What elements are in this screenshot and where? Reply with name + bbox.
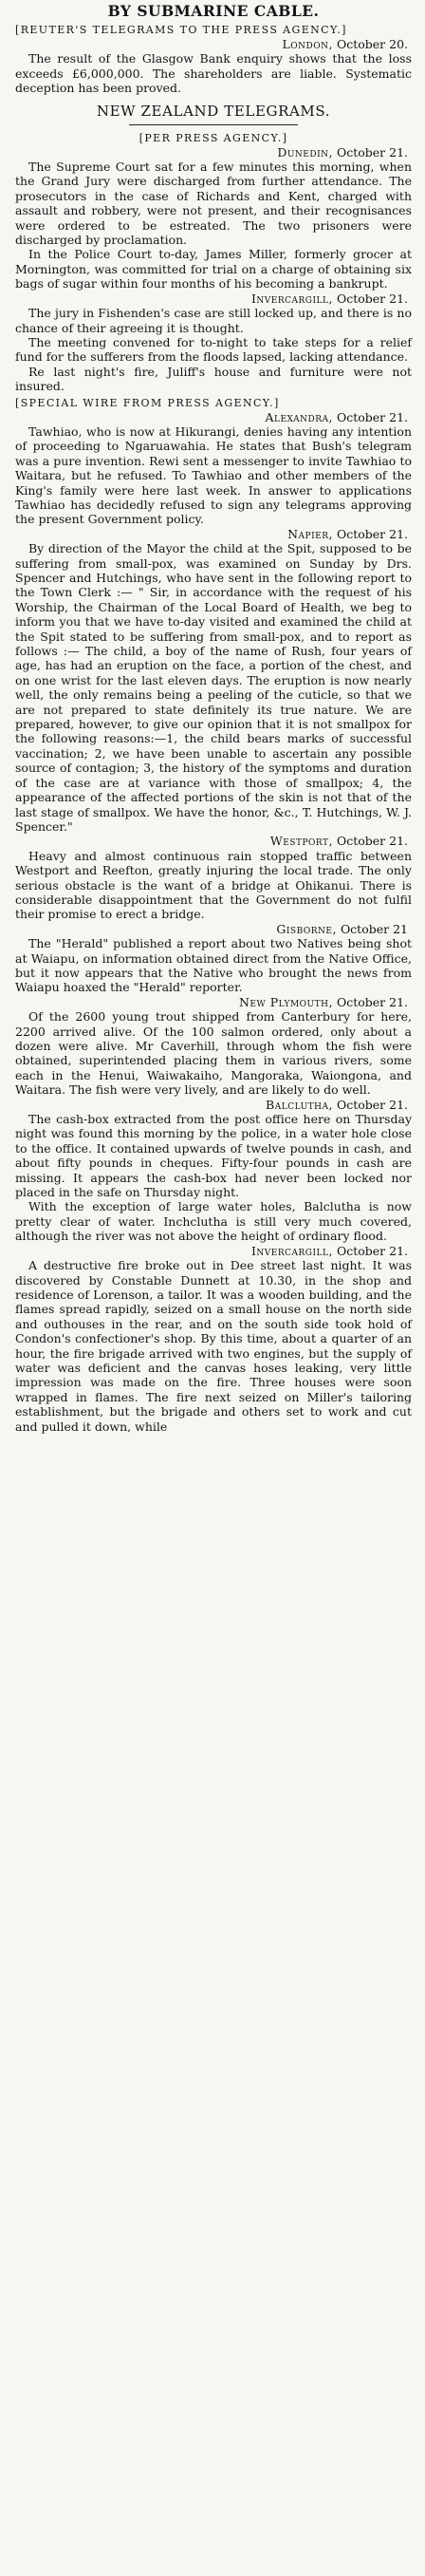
dateline-place: Alexandra,: [265, 409, 333, 424]
dateline-date: October 21.: [336, 834, 408, 849]
reuters-dateline: [15, 37, 412, 51]
dateline-date: October 21.: [336, 994, 408, 1009]
story-dunedin: [15, 145, 412, 291]
story-paragraph: The cash-box extracted from the post office here on Thursday night was found this morning by the police, in a water hole close to the office. It contained upwards of twelve pounds in cash, and about fifty pounds in cheques. Fifty-four pounds in cash are missing. It appears the cash-box had never been locked nor placed in the safe on Thursday night.: [15, 1112, 412, 1200]
reuters-paragraph: The result of the Glasgow Bank enquiry shows that the loss exceeds £6,000,000. The shareholders are liable. Systematic deception has been proved.: [15, 51, 412, 96]
dateline-date: October 21: [340, 921, 408, 936]
story-paragraph: A destructive fire broke out in Dee street last night. It was discovered by Constable Dunnett at 10.30, in the shop and residence of Lorenson, a tailor. It was a wooden building, and the flames spread rapidly, seized on a small house on the north side and outhouses in the rear, and on the south side took hold of Condon's confectioner's shop. By this time, about a quarter of an hour, the fire brigade arrived with two engines, but the supply of water was deficient and the canvas hoses leaking, very little impression was made on the fire. Three houses were soon wrapped in flames. The fire next seized on Miller's tailoring establishment, but the brigade and others set to work and cut and pulled it down, while: [15, 1258, 412, 1434]
special-wire-credit: [SPECIAL WIRE FROM PRESS AGENCY.]: [15, 396, 280, 409]
dateline-place: Invercargill,: [250, 291, 333, 306]
story-gisborne: [15, 922, 412, 995]
story-westport: [15, 834, 412, 921]
dateline: [15, 1098, 412, 1112]
dateline: [15, 291, 412, 306]
dateline-place: Invercargill,: [250, 1243, 333, 1258]
dateline-place: Dunedin,: [277, 144, 333, 160]
dateline-date: October 21.: [336, 144, 408, 160]
story-paragraph: Tawhiao, who is now at Hikurangi, denies having any intention of proceeding to Ngaruawahia. He states that Bush's telegram was a pure invention. Rewi sent a messenger to invite Tawhiao to Waitara, but he refused. To Tawhiao and other members of the King's family were here last week. In answer to applications Tawhiao has decidedly refused to sign any telegrams approving the present Government policy.: [15, 423, 412, 527]
dateline-place: Balclutha,: [266, 1097, 333, 1112]
dateline: [15, 1244, 412, 1258]
story-paragraph: The jury in Fishenden's case are still locked up, and there is no chance of their agreeing it is thought.: [15, 306, 412, 335]
dateline-place: London,: [282, 37, 333, 51]
dateline: [15, 145, 412, 160]
story-paragraph: Of the 2600 young trout shipped from Canterbury for here, 2200 arrived alive. Of the 100 salmon ordered, only about a dozen were alive. Mr Caverhill, through whom the fish were obtained, superintended placing them in various rivers, some each in the Henui, Waiwakaiho, Mangoraka, Waiongona, and Waitara. The fish were very lively, and are likely to do well.: [15, 1009, 412, 1098]
story-napier: [15, 527, 412, 835]
cable-heading: BY SUBMARINE CABLE.: [107, 2, 320, 20]
dateline-place: Gisborne,: [276, 921, 337, 936]
dateline-date: October 21.: [336, 526, 408, 541]
dateline-date: October 21.: [336, 291, 408, 306]
story-paragraph: With the exception of large water holes, Balclutha is now pretty clear of water. Inchclutha is still very much covered, although the river was not above the height of ordinary flood.: [15, 1199, 412, 1244]
story-balclutha: [15, 1098, 412, 1244]
dateline: [15, 527, 412, 541]
press-agency-credit: [PER PRESS AGENCY.]: [139, 131, 288, 144]
dateline: [15, 410, 412, 424]
story-paragraph: The Supreme Court sat for a few minutes this morning, when the Grand Jury were discharged from further attendance. The prosecutors in the case of Richards and Kent, charged with assault and robbery, were not present, and their recognisances were ordered to be estreated. The two prisoners were discharged by proclamation.: [15, 160, 412, 248]
dateline-date: October 20.: [336, 37, 408, 51]
reuters-credit: [REUTER'S TELEGRAMS TO THE PRESS AGENCY.]: [15, 24, 347, 36]
story-new-plymouth: [15, 995, 412, 1098]
nz-telegrams-heading: NEW ZEALAND TELEGRAMS.: [96, 102, 331, 120]
story-paragraph: The "Herald" published a report about two Natives being shot at Waiapu, on information obtained direct from the Native Office, but it now appears that the Native who brought the news from Waiapu hoaxed the "Herald" reporter.: [15, 936, 412, 995]
story-invercargill-2: [15, 1244, 412, 1434]
dateline: [15, 995, 412, 1009]
dateline-date: October 21.: [336, 1097, 408, 1112]
dateline-place: Napier,: [287, 526, 333, 541]
story-alexandra: [15, 410, 412, 527]
story-paragraph: The meeting convened for to-night to take steps for a relief fund for the sufferers from the floods lapsed, lacking attendance.: [15, 334, 412, 365]
reuters-story: [15, 23, 412, 96]
story-paragraph: Re last night's fire, Juliff's house and furniture were not insured.: [15, 364, 412, 394]
dateline-date: October 21.: [336, 409, 408, 424]
story-invercargill-1: [15, 291, 412, 394]
heading-rule: [129, 124, 298, 125]
dateline-date: October 21.: [336, 1243, 408, 1258]
dateline-place: New Plymouth,: [238, 994, 333, 1009]
dateline: [15, 922, 412, 936]
dateline: [15, 834, 412, 848]
dateline-place: Westport,: [269, 834, 333, 849]
story-paragraph: Heavy and almost continuous rain stopped traffic between Westport and Reefton, greatly injuring the local trade. The only serious obstacle is the want of a bridge at Ohikanui. There is considerable disappointment that the Government do not fulfil their promise to erect a bridge.: [15, 848, 412, 922]
story-paragraph: By direction of the Mayor the child at the Spit, supposed to be suffering from small-pox, was examined on Sunday by Drs. Spencer and Hutchings, who have sent in the following report to the Town Clerk :— " Sir, in accordance with the request of his Worship, the Chairman of the Local Board of Health, we beg to inform you that we have to-day visited and examined the child at the Spit stated to be suffering from small-pox, and to report as follows :— The child, a boy of the name of Rush, four years of age, has had an eruption on the face, a portion of the chest, and on one wrist for the last eleven days. The eruption is now nearly well, the only remains being a peeling of the cuticle, so that we are not prepared to state definitely its true nature. We are prepared, however, to give our opinion that it is not smallpox for the following reasons:—1, the child bears marks of successful vaccination; 2, we have been unable to ascertain any possible source of contagion; 3, the history of the symptoms and duration of the case are at variance with those of smallpox; 4, the appearance of the affected portions of the skin is not that of the last stage of smallpox. We have the honor, &c., T. Hutchings, W. J. Spencer.": [15, 541, 412, 834]
story-paragraph: In the Police Court to-day, James Miller, formerly grocer at Mornington, was committed for trial on a charge of obtaining six bags of sugar within four months of his becoming a bankrupt.: [15, 247, 412, 291]
